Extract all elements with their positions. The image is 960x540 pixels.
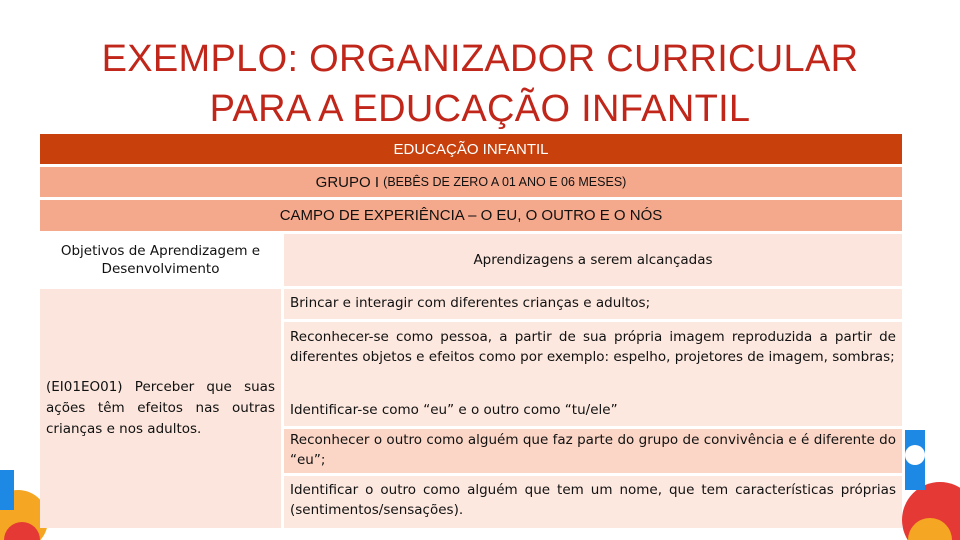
learning-row-1: Brincar e interagir com diferentes crianças e adultos; (284, 289, 902, 319)
learning-row-5: Identificar o outro como alguém que tem um nome, que tem características próprias (sentimentos/sensações). (284, 476, 902, 528)
learning-row-2: Reconhecer-se como pessoa, a partir de sua própria imagem reproduzida a partir de diferentes objetos e efeitos como por exemplo: espelho, projetores de imagem, sombras; (284, 322, 902, 396)
band-grupo-label: GRUPO I (315, 173, 379, 191)
band-educacao-infantil: EDUCAÇÃO INFANTIL (40, 134, 902, 164)
title-line-2: PARA A EDUCAÇÃO INFANTIL (209, 88, 751, 130)
title-line-1: EXEMPLO: ORGANIZADOR CURRICULAR (101, 38, 859, 80)
band-grupo (40, 167, 902, 197)
slide-title (0, 34, 960, 134)
learning-row-3: Identificar-se como “eu” e o outro como “tu/ele” (284, 396, 902, 426)
band-campo-experiencia: CAMPO DE EXPERIÊNCIA – O EU, O OUTRO E O NÓS (40, 200, 902, 231)
band-grupo-detail: (BEBÊS DE ZERO A 01 ANO E 06 MESES) (383, 175, 627, 189)
objective-text: (EI01EO01) Perceber que suas ações têm efeitos nas outras crianças e nos adultos. (46, 379, 275, 437)
column-header-learnings: Aprendizagens a serem alcançadas (284, 234, 902, 286)
column-header-objectives: Objetivos de Aprendizagem e Desenvolvimento (40, 234, 281, 286)
learning-row-4: Reconhecer o outro como alguém que faz parte do grupo de convivência e é diferente do “eu”; (284, 429, 902, 473)
curriculum-table (40, 134, 902, 528)
objective-cell (40, 289, 281, 528)
